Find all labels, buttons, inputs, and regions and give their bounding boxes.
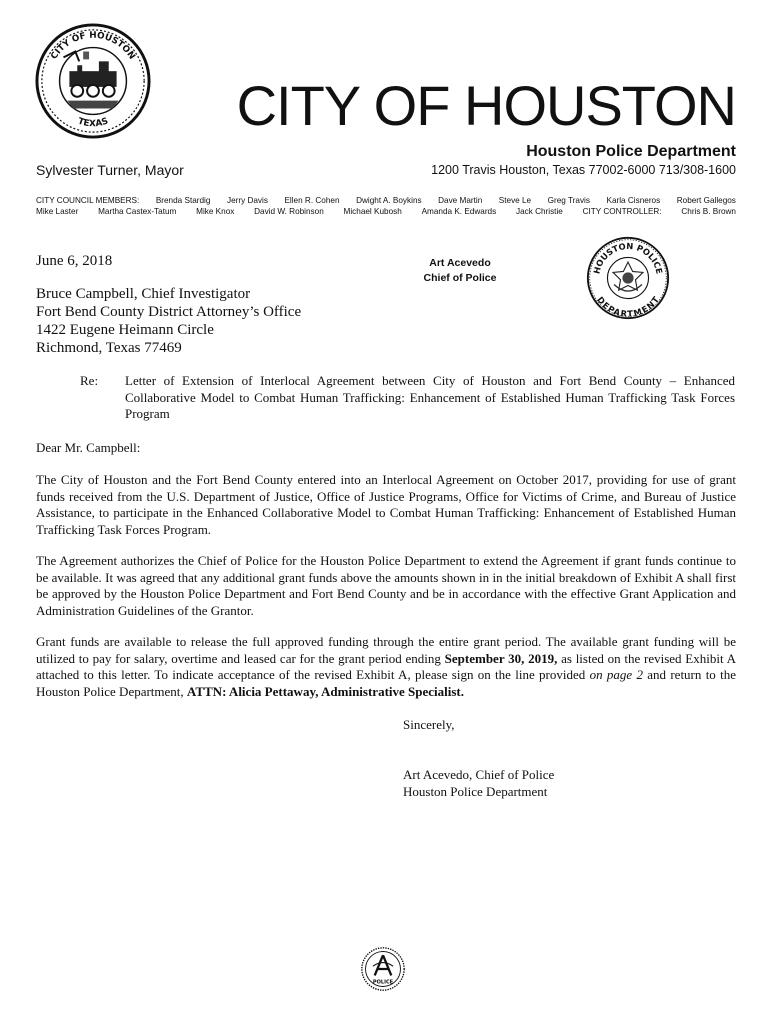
city-of-houston-seal-icon: [34, 22, 152, 140]
re-label: Re:: [80, 373, 99, 388]
council-item: Ellen R. Cohen: [284, 196, 340, 205]
council-item: CITY CONTROLLER:: [582, 207, 662, 216]
department-name: Houston Police Department: [526, 143, 736, 160]
closing: Sincerely,: [403, 717, 455, 732]
letter-date: June 6, 2018: [36, 253, 113, 269]
salutation: Dear Mr. Campbell:: [36, 440, 141, 455]
signature-name: Art Acevedo, Chief of Police: [403, 767, 555, 782]
signature-block: [403, 766, 554, 800]
page-reference: on page 2: [589, 667, 643, 682]
council-item: Jack Christie: [515, 207, 563, 216]
badge-text-bottom: DEPARTMENT: [594, 294, 662, 320]
chief-block: [405, 256, 515, 286]
seal-text-bottom: TEXAS: [76, 116, 110, 130]
body-paragraph-2: The Agreement authorizes the Chief of Police for the Houston Police Department to extend the Agreement if grant funds continue to be available. It was agreed that any additional grant funds above the amounts shown in in the initial breakdown of Exhibit A shall first be approved by the Houston Police Department and Fort Bend County and be in accordance with the effective Grant Application and Administration Guidelines of the Grantor.: [36, 553, 736, 618]
chief-name: Art Acevedo: [429, 257, 491, 269]
badge-text-top: HOUSTON POLICE: [591, 240, 665, 275]
recipient-line: Fort Bend County District Attorney’s Office: [36, 304, 302, 320]
council-item: Amanda K. Edwards: [421, 207, 497, 216]
council-item: Dave Martin: [438, 196, 483, 205]
council-item: Mike Knox: [196, 207, 235, 216]
para3-text: and return to the Houston Police Department,: [36, 667, 736, 699]
para3-text: Grant funds are available to release the full approved funding through the entire grant period. The available grant funding will be utilized to pay for salary, overtime and leased car for the grant period ending: [36, 634, 736, 666]
chief-title: Chief of Police: [423, 272, 497, 285]
attention-line: ATTN: Alicia Pettaway, Administrative Specialist.: [186, 683, 464, 699]
city-title: CITY OF HOUSTON: [236, 74, 736, 137]
seal-text-top: CITY OF HOUSTON: [49, 30, 137, 62]
svg-text:TEXAS: [76, 116, 109, 129]
council-members-row-2: [36, 207, 736, 216]
para3-text: as listed on the revised Exhibit A attached to this letter. To indicate acceptance of the revised Exhibit A, please sign on the line provided: [36, 650, 736, 682]
footer-logo-text: POLICE: [372, 979, 394, 986]
council-item: Jerry Davis: [226, 196, 268, 205]
council-members-row-1: [36, 196, 736, 205]
council-item: Chris B. Brown: [681, 207, 736, 216]
mayor-name: Sylvester Turner, Mayor: [36, 162, 184, 178]
council-item: Robert Gallegos: [676, 196, 736, 205]
council-item: David W. Robinson: [254, 207, 324, 216]
re-subject: Letter of Extension of Interlocal Agreement between City of Houston and Fort Bend County – Enhanced Collaborative Model to Combat Human Trafficking: Enhancement of Established Human Trafficking Task Forces Program: [125, 373, 735, 421]
council-item: Martha Castex-Tatum: [98, 207, 177, 216]
recipient-address: [36, 285, 301, 357]
council-item: Mike Laster: [36, 207, 79, 216]
department-address: 1200 Travis Houston, Texas 77002-6000 713/308-1600: [431, 163, 736, 177]
council-item: CITY COUNCIL MEMBERS:: [36, 196, 140, 205]
grant-end-date: September 30, 2019,: [444, 650, 558, 666]
recipient-line: Bruce Campbell, Chief Investigator: [36, 286, 251, 302]
recipient-line: 1422 Eugene Heimann Circle: [36, 322, 214, 338]
council-item: Michael Kubosh: [343, 207, 402, 216]
council-item: Karla Cisneros: [606, 196, 661, 205]
council-item: Brenda Stardig: [155, 196, 211, 205]
body-paragraph-3: [36, 634, 736, 700]
council-item: Steve Le: [498, 196, 532, 205]
council-item: Greg Travis: [547, 196, 590, 205]
body-paragraph-1: The City of Houston and the Fort Bend County entered into an Interlocal Agreement on October 2017, providing for use of grant funds received from the U.S. Department of Justice, Office of Justice Programs, Office for Victims of Crime, and Bureau of Justice Assistance, to participate in the Enhanced Collaborative Model to Combat Human Trafficking: Enhancement of Established Human Trafficking Task Forces Program.: [36, 472, 736, 537]
police-department-badge-icon: [586, 236, 670, 320]
signature-department: Houston Police Department: [403, 784, 548, 799]
police-footer-logo-icon: [360, 946, 406, 992]
council-item: Dwight A. Boykins: [356, 196, 422, 205]
recipient-line: Richmond, Texas 77469: [36, 340, 182, 356]
